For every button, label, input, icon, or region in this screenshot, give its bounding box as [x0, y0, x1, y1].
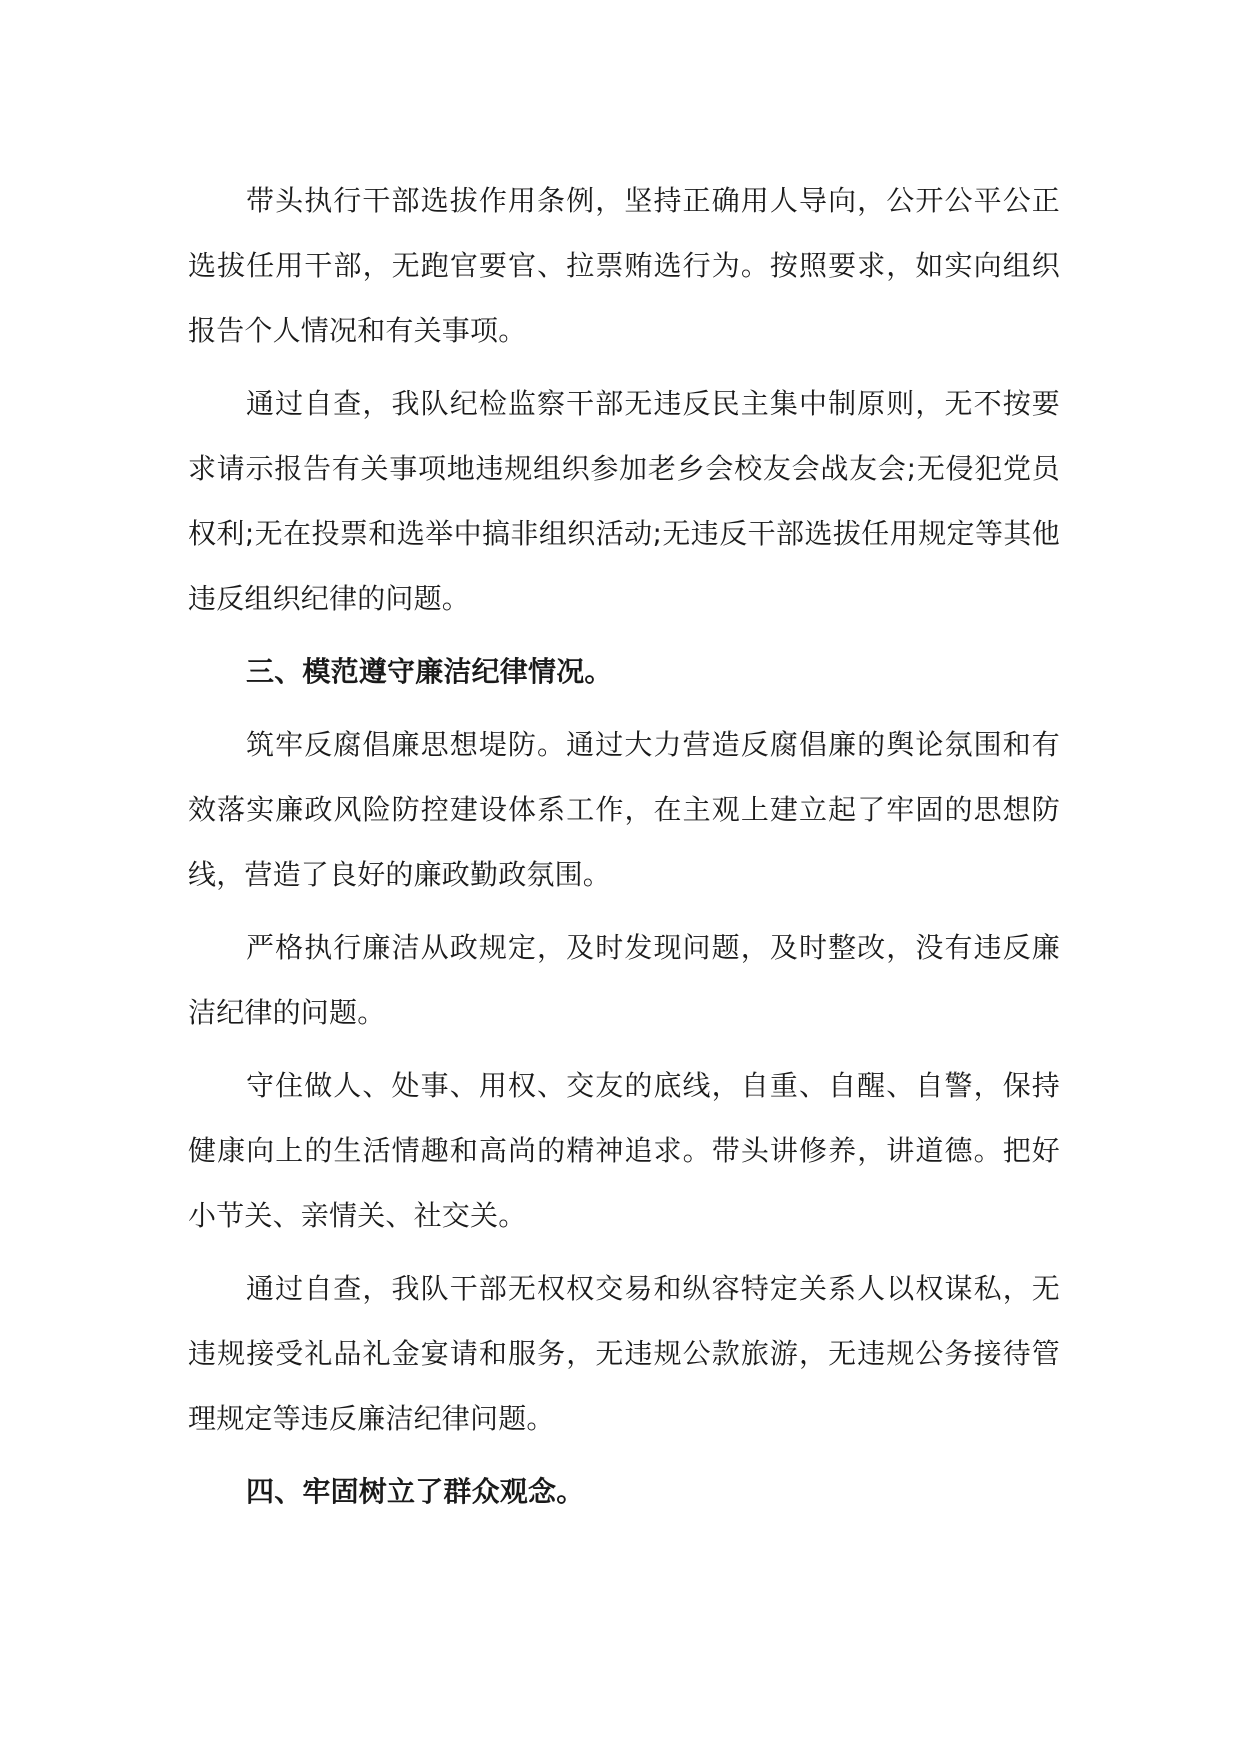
paragraph-organization-discipline-check: 通过自查，我队纪检监察干部无违反民主集中制原则，无不按要求请示报告有关事项地违规组织参加老乡会校友会战友会;无侵犯党员权利;无在投票和选举中搞非组织活动;无违反干部选拔任用规定等其他违反组织纪律的问题。 [188, 387, 1060, 615]
paragraph-integrity-discipline-check: 通过自查，我队干部无权权交易和纵容特定关系人以权谋私，无违规接受礼品礼金宴请和服务，无违规公款旅游，无违规公务接待管理规定等违反廉洁纪律问题。 [188, 1272, 1060, 1435]
section-heading-integrity-discipline: 三、模范遵守廉洁纪律情况。 [246, 655, 613, 688]
document-page [188, 168, 1060, 1532]
paragraph-integrity-rules: 严格执行廉洁从政规定，及时发现问题，及时整改，没有违反廉洁纪律的问题。 [188, 931, 1060, 1029]
paragraph-personal-bottom-line: 守住做人、处事、用权、交友的底线，自重、自醒、自警，保持健康向上的生活情趣和高尚的精神追求。带头讲修养，讲道德。把好小节关、亲情关、社交关。 [188, 1069, 1060, 1232]
paragraph-cadre-selection: 带头执行干部选拔作用条例，坚持正确用人导向，公开公平公正选拔任用干部，无跑官要官、拉票贿选行为。按照要求，如实向组织报告个人情况和有关事项。 [188, 184, 1060, 347]
section-heading-mass-concept: 四、牢固树立了群众观念。 [246, 1475, 585, 1508]
paragraph-anti-corruption-defense: 筑牢反腐倡廉思想堤防。通过大力营造反腐倡廉的舆论氛围和有效落实廉政风险防控建设体系工作，在主观上建立起了牢固的思想防线，营造了良好的廉政勤政氛围。 [188, 728, 1060, 891]
